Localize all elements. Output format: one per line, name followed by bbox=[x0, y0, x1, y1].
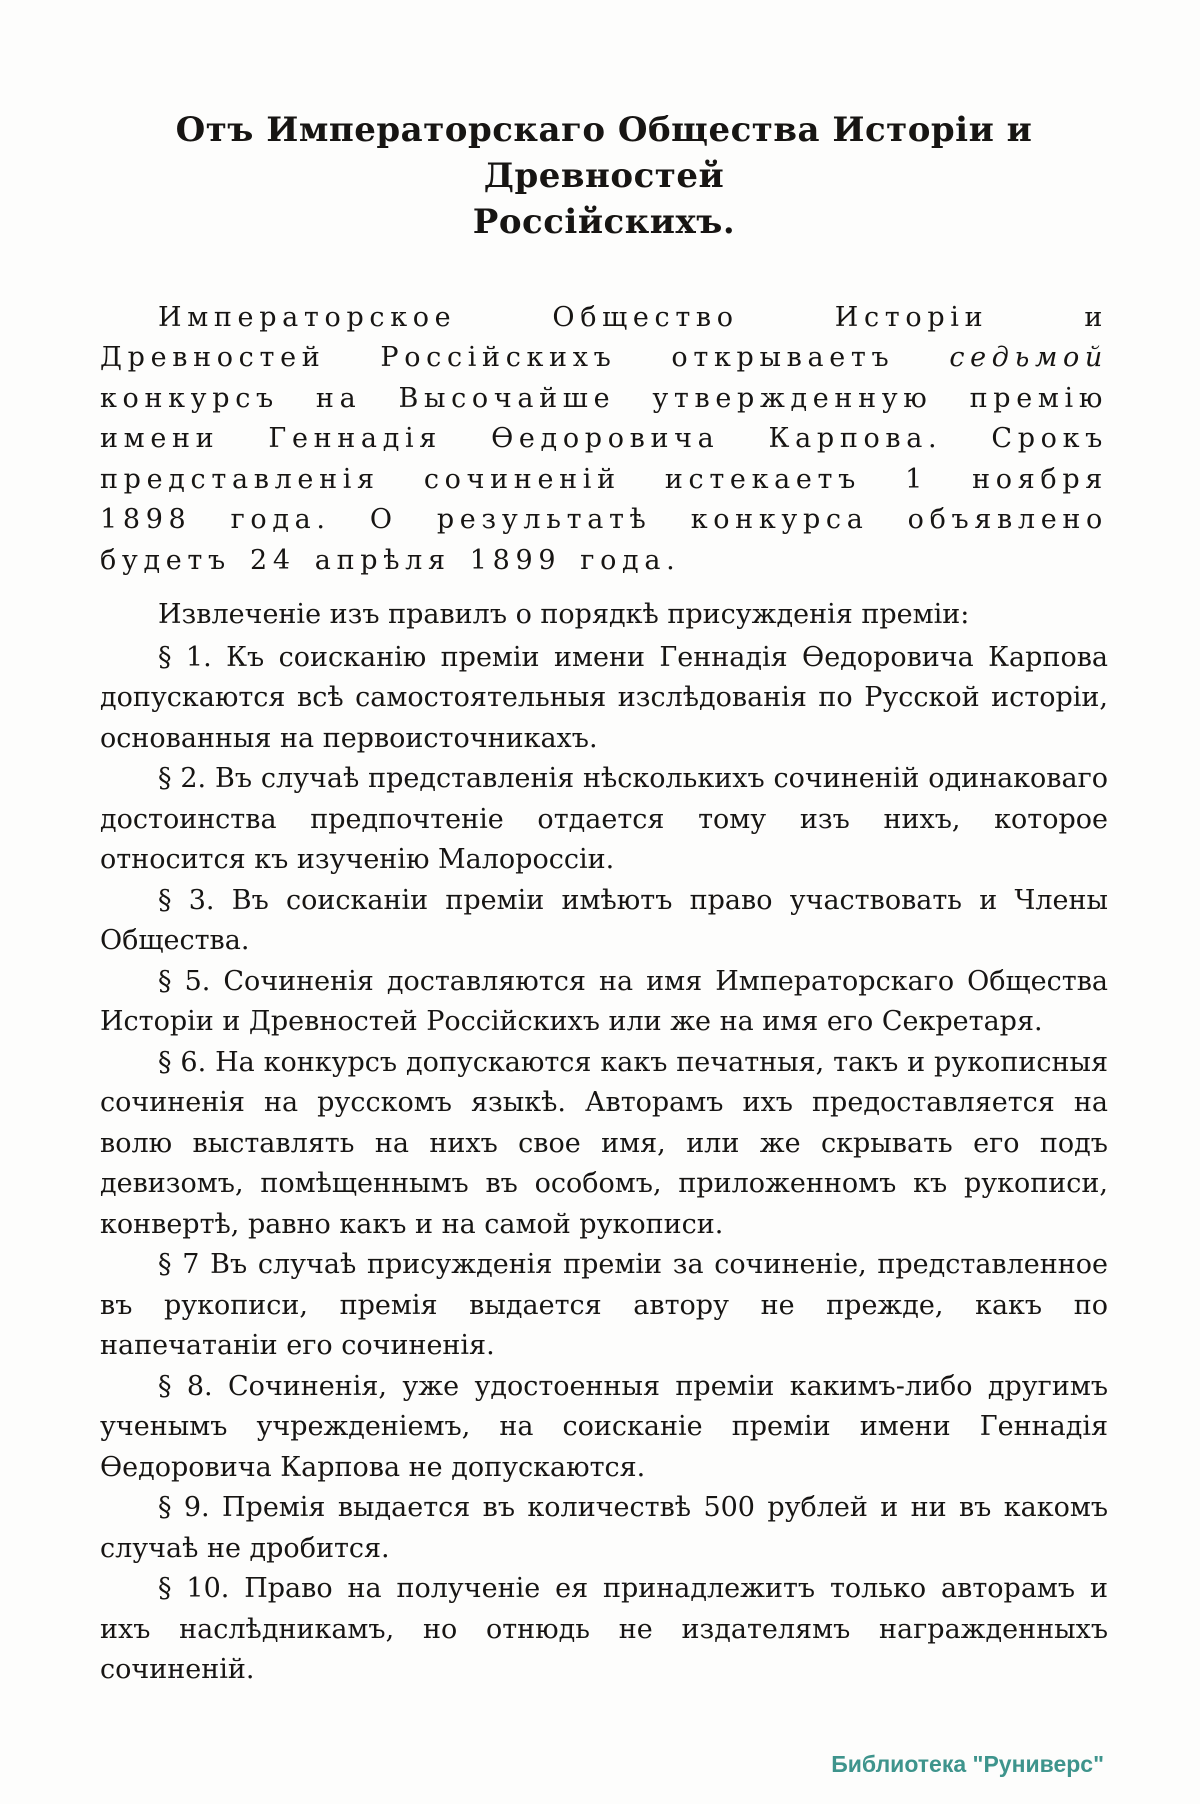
section-paragraph-5: § 5. Сочиненія доставляются на имя Императорскаго Общества Исторіи и Древностей Россійскихъ или же на имя его Секретаря. bbox=[100, 965, 1108, 1038]
intro-paragraph bbox=[100, 298, 1108, 582]
section-paragraph-8: § 8. Сочиненія, уже удостоенныя преміи какимъ-либо другимъ ученымъ учрежденіемъ, на соисканіе преміи имени Геннадія Ѳедоровича Карпова не допускаются. bbox=[100, 1370, 1108, 1483]
page-title-line-1: Отъ Императорскаго Общества Исторіи и Древностей bbox=[175, 110, 1033, 196]
section-paragraph-1: § 1. Къ соисканію преміи имени Геннадія Ѳедоровича Карпова допускаются всѣ самостоятельныя изслѣдованія по Русской исторіи, основанныя на первоисточникахъ. bbox=[100, 641, 1108, 754]
page-title bbox=[100, 108, 1108, 246]
page-title-line-2: Россійскихъ. bbox=[472, 201, 736, 242]
section-paragraph-7: § 7 Въ случаѣ присужденія преміи за сочиненіе, представленное въ рукописи, премія выдается автору не прежде, какъ по напечатаніи его сочиненія. bbox=[100, 1249, 1108, 1362]
section-paragraph-3: § 3. Въ соисканіи преміи имѣютъ право участвовать и Члены Общества. bbox=[100, 884, 1108, 957]
section-paragraph-2: § 2. Въ случаѣ представленія нѣсколькихъ сочиненій одинаковаго достоинства предпочтеніе отдается тому изъ нихъ, которое относится къ изученію Малороссіи. bbox=[100, 763, 1108, 876]
library-watermark: Библиотека "Руниверс" bbox=[831, 1751, 1104, 1777]
document-content bbox=[100, 108, 1108, 1691]
extract-heading: Извлеченіе изъ правилъ о порядкѣ присужденія преміи: bbox=[158, 599, 970, 631]
section-paragraph-10: § 10. Право на полученіе ея принадлежитъ только авторамъ и ихъ наслѣдникамъ, но отнюдь не издателямъ награжденныхъ сочиненій. bbox=[100, 1573, 1108, 1686]
section-paragraph-9: § 9. Премія выдается въ количествѣ 500 рублей и ни въ какомъ случаѣ не дробится. bbox=[100, 1492, 1108, 1564]
intro-emphasis-word: седьмой bbox=[949, 342, 1108, 374]
section-paragraph-6: § 6. На конкурсъ допускаются какъ печатныя, такъ и рукописныя сочиненія на русскомъ языкѣ. Авторамъ ихъ предоставляется на волю выставлять на нихъ свое имя, или же скрывать его подъ девизомъ, помѣщеннымъ въ особомъ, приложенномъ къ рукописи, конвертѣ, равно какъ и на самой рукописи. bbox=[100, 1046, 1108, 1240]
intro-text-before: Императорское Общество Исторіи и Древностей Россійскихъ открываетъ bbox=[100, 301, 1108, 374]
intro-text-after: конкурсъ на Высочайше утвержденную премію имени Геннадія Ѳедоровича Карпова. Срокъ представленія сочиненій истекаетъ 1 ноября 1898 года. О результатѣ конкурса объявлено будетъ 24 апрѣля 1899 года. bbox=[100, 382, 1108, 576]
